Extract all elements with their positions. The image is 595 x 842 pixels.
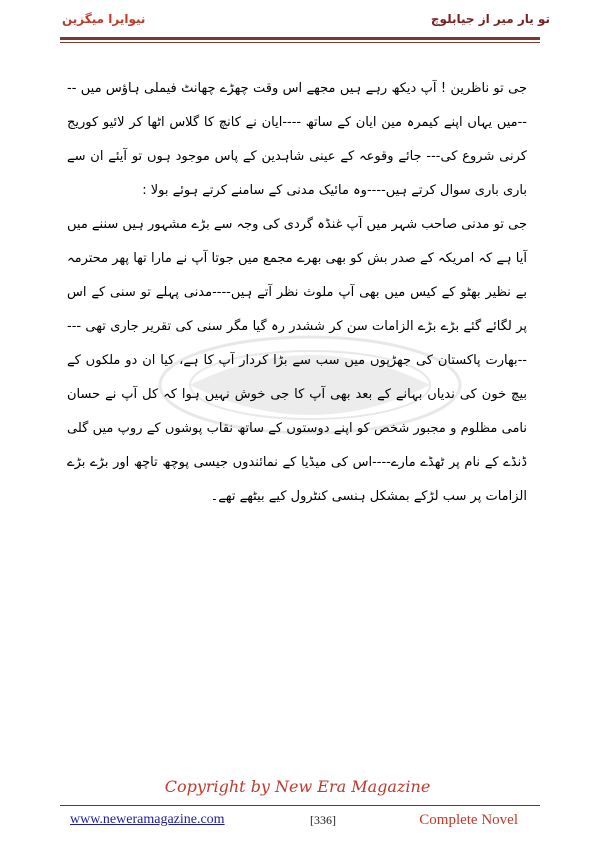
header-title: تو یار میر از جیابلوچ (430, 12, 550, 26)
website-link[interactable]: www.neweramagazine.com (70, 812, 225, 827)
novel-type-label: Complete Novel (419, 812, 518, 828)
novel-body (67, 72, 527, 514)
page-number: [336] (310, 813, 336, 827)
copyright-notice: Copyright by New Era Magazine (164, 777, 431, 796)
header-divider-thin (60, 42, 540, 43)
paragraph-2: جی تو مدنی صاحب شہر میں آپ غنڈہ گردی کی وجہ سے بڑے مشہور ہیں سننے میں آیا ہے کہ امریکہ کے صدر بش کو بھی بھرے مجمع میں جوتا آپ نے مارا تھا پھر محترمہ بے نظیر بھٹو کے کیس میں بھی آپ ملوث نظر آتے ہیں----مدنی پہلے تو سنی کے اس پر لگائے گئے بڑے بڑے الزامات سن کر ششدر رہ گیا مگر سنی کی تقریر جاری تھی -----بھارت پاکستان کی جھڑپوں میں سب سے بڑا کردار آپ کا ہے، کیا ان دو ملکوں کے بیچ خون کی ندیاں بہانے کے بعد بھی آپ کا جی خوش نہیں ہوا کہ کل آپ نے حسان نامی مظلوم و مجبور شخص کو اپنے دوستوں کے ساتھ نقاب پوشوں کے روپ میں گلی ڈنڈے کے نام پر ٹھڈے مارے----اس کی میڈیا کے نمائندوں جیسی پوچھ تاچھ اور بڑے بڑے الزامات پر سب لڑکے بمشکل ہنسی کنٹرول کیے بیٹھے تھے۔ (67, 217, 527, 504)
paragraph-1: جی تو ناظرین ! آپ دیکھ رہے ہیں مجھے اس وقت چھڑے چھانٹ فیملی ہاؤس میں ----میں یہاں اپنے کیمرہ مین ایان کے ساتھ ----ایان نے کانچ کا گلاس اٹھا کر لائیو کوریج کرنی شروع کی--- جائے وقوعہ کے عینی شاہدین کے پاس موجود ہوں تو آیئے ان سے باری باری سوال کرتے ہیں----وہ مائیک مدنی کے سامنے کرتے ہوئے بولا : (67, 81, 527, 198)
page-footer (60, 812, 540, 832)
footer-divider (60, 805, 540, 806)
header-divider (60, 37, 540, 40)
header-magazine-name: نیوایرا میگزین (62, 12, 146, 26)
